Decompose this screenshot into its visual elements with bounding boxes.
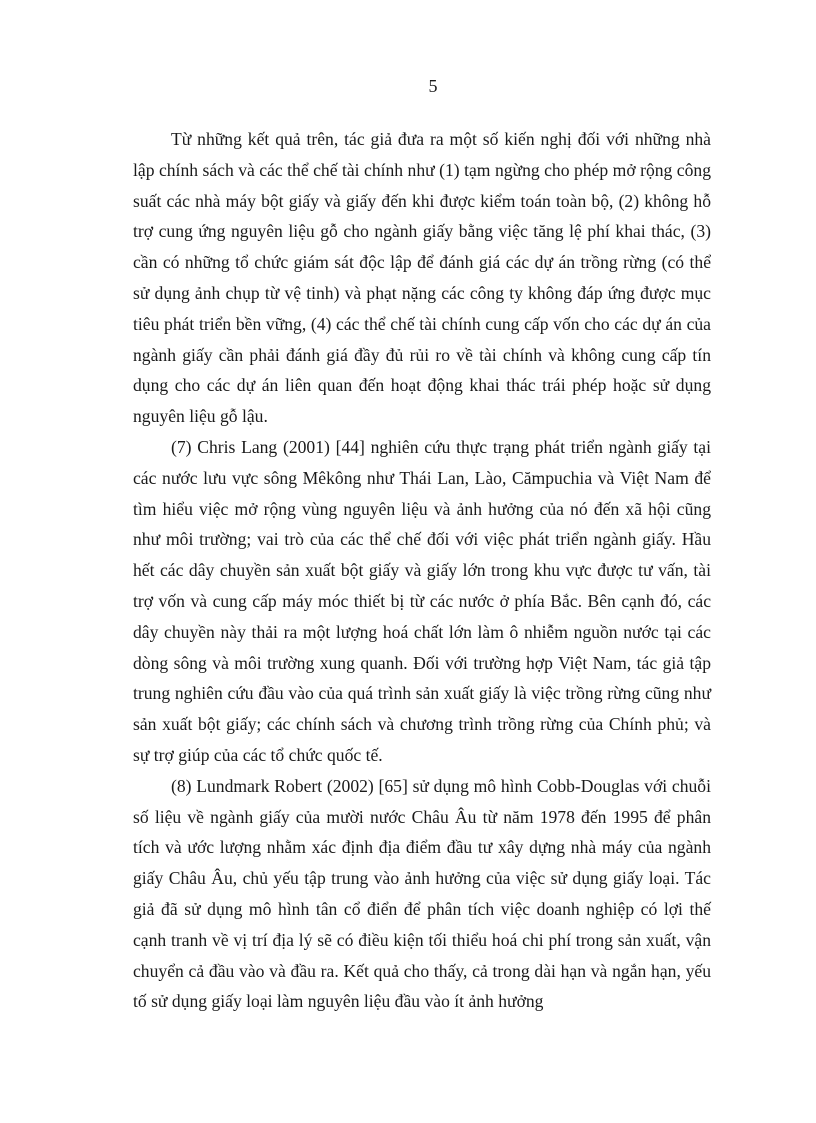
- paragraph-chris-lang: (7) Chris Lang (2001) [44] nghiên cứu thực trạng phát triển ngành giấy tại các nước lưu vực sông Mêkông như Thái Lan, Lào, Cămpuchia và Việt Nam để tìm hiểu việc mở rộng vùng nguyên liệu và ảnh hưởng của nó đến xã hội cũng như môi trường; vai trò của các thể chế đối với việc phát triển ngành giấy. Hầu hết các dây chuyền sản xuất bột giấy và giấy lớn trong khu vực được tư vấn, tài trợ vốn và cung cấp máy móc thiết bị từ các nước ở phía Bắc. Bên cạnh đó, các dây chuyền này thải ra một lượng hoá chất lớn làm ô nhiễm nguồn nước tại các dòng sông và môi trường xung quanh. Đối với trường hợp Việt Nam, tác giả tập trung nghiên cứu đầu vào của quá trình sản xuất giấy là việc trồng rừng cũng như sản xuất bột giấy; các chính sách và chương trình trồng rừng của Chính phủ; và sự trợ giúp của các tổ chức quốc tế.: [133, 436, 711, 765]
- paragraph-recommendations: Từ những kết quả trên, tác giả đưa ra một số kiến nghị đối với những nhà lập chính sách và các thể chế tài chính như (1) tạm ngừng cho phép mở rộng công suất các nhà máy bột giấy và giấy đến khi được kiểm toán toàn bộ, (2) không hỗ trợ cung ứng nguyên liệu gỗ cho ngành giấy bằng việc tăng lệ phí khai thác, (3) cần có những tổ chức giám sát độc lập để đánh giá các dự án trồng rừng (có thể sử dụng ảnh chụp từ vệ tinh) và phạt nặng các công ty không đáp ứng được mục tiêu phát triển bền vững, (4) các thể chế tài chính cung cấp vốn cho các dự án của ngành giấy cần phải đánh giá đầy đủ rủi ro về tài chính và không cung cấp tín dụng cho các dự án liên quan đến hoạt động khai thác trái phép hoặc sử dụng nguyên liệu gỗ lậu.: [133, 129, 711, 427]
- paragraph-lundmark-robert: (8) Lundmark Robert (2002) [65] sử dụng mô hình Cobb-Douglas với chuỗi số liệu về ngành giấy của mười nước Châu Âu từ năm 1978 đến 1995 để phân tích và ước lượng nhằm xác định địa điểm đầu tư xây dựng nhà máy của ngành giấy Châu Âu, chủ yếu tập trung vào ảnh hưởng của việc sử dụng giấy loại. Tác giả đã sử dụng mô hình tân cổ điển để phân tích việc doanh nghiệp có lợi thế cạnh tranh về vị trí địa lý sẽ có điều kiện tối thiểu hoá chi phí trong sản xuất, vận chuyển cả đầu vào và đầu ra. Kết quả cho thấy, cả trong dài hạn và ngắn hạn, yếu tố sử dụng giấy loại làm nguyên liệu đầu vào ít ảnh hưởng: [133, 775, 711, 1012]
- page-number: 5: [428, 76, 438, 96]
- body-text: [133, 124, 711, 1017]
